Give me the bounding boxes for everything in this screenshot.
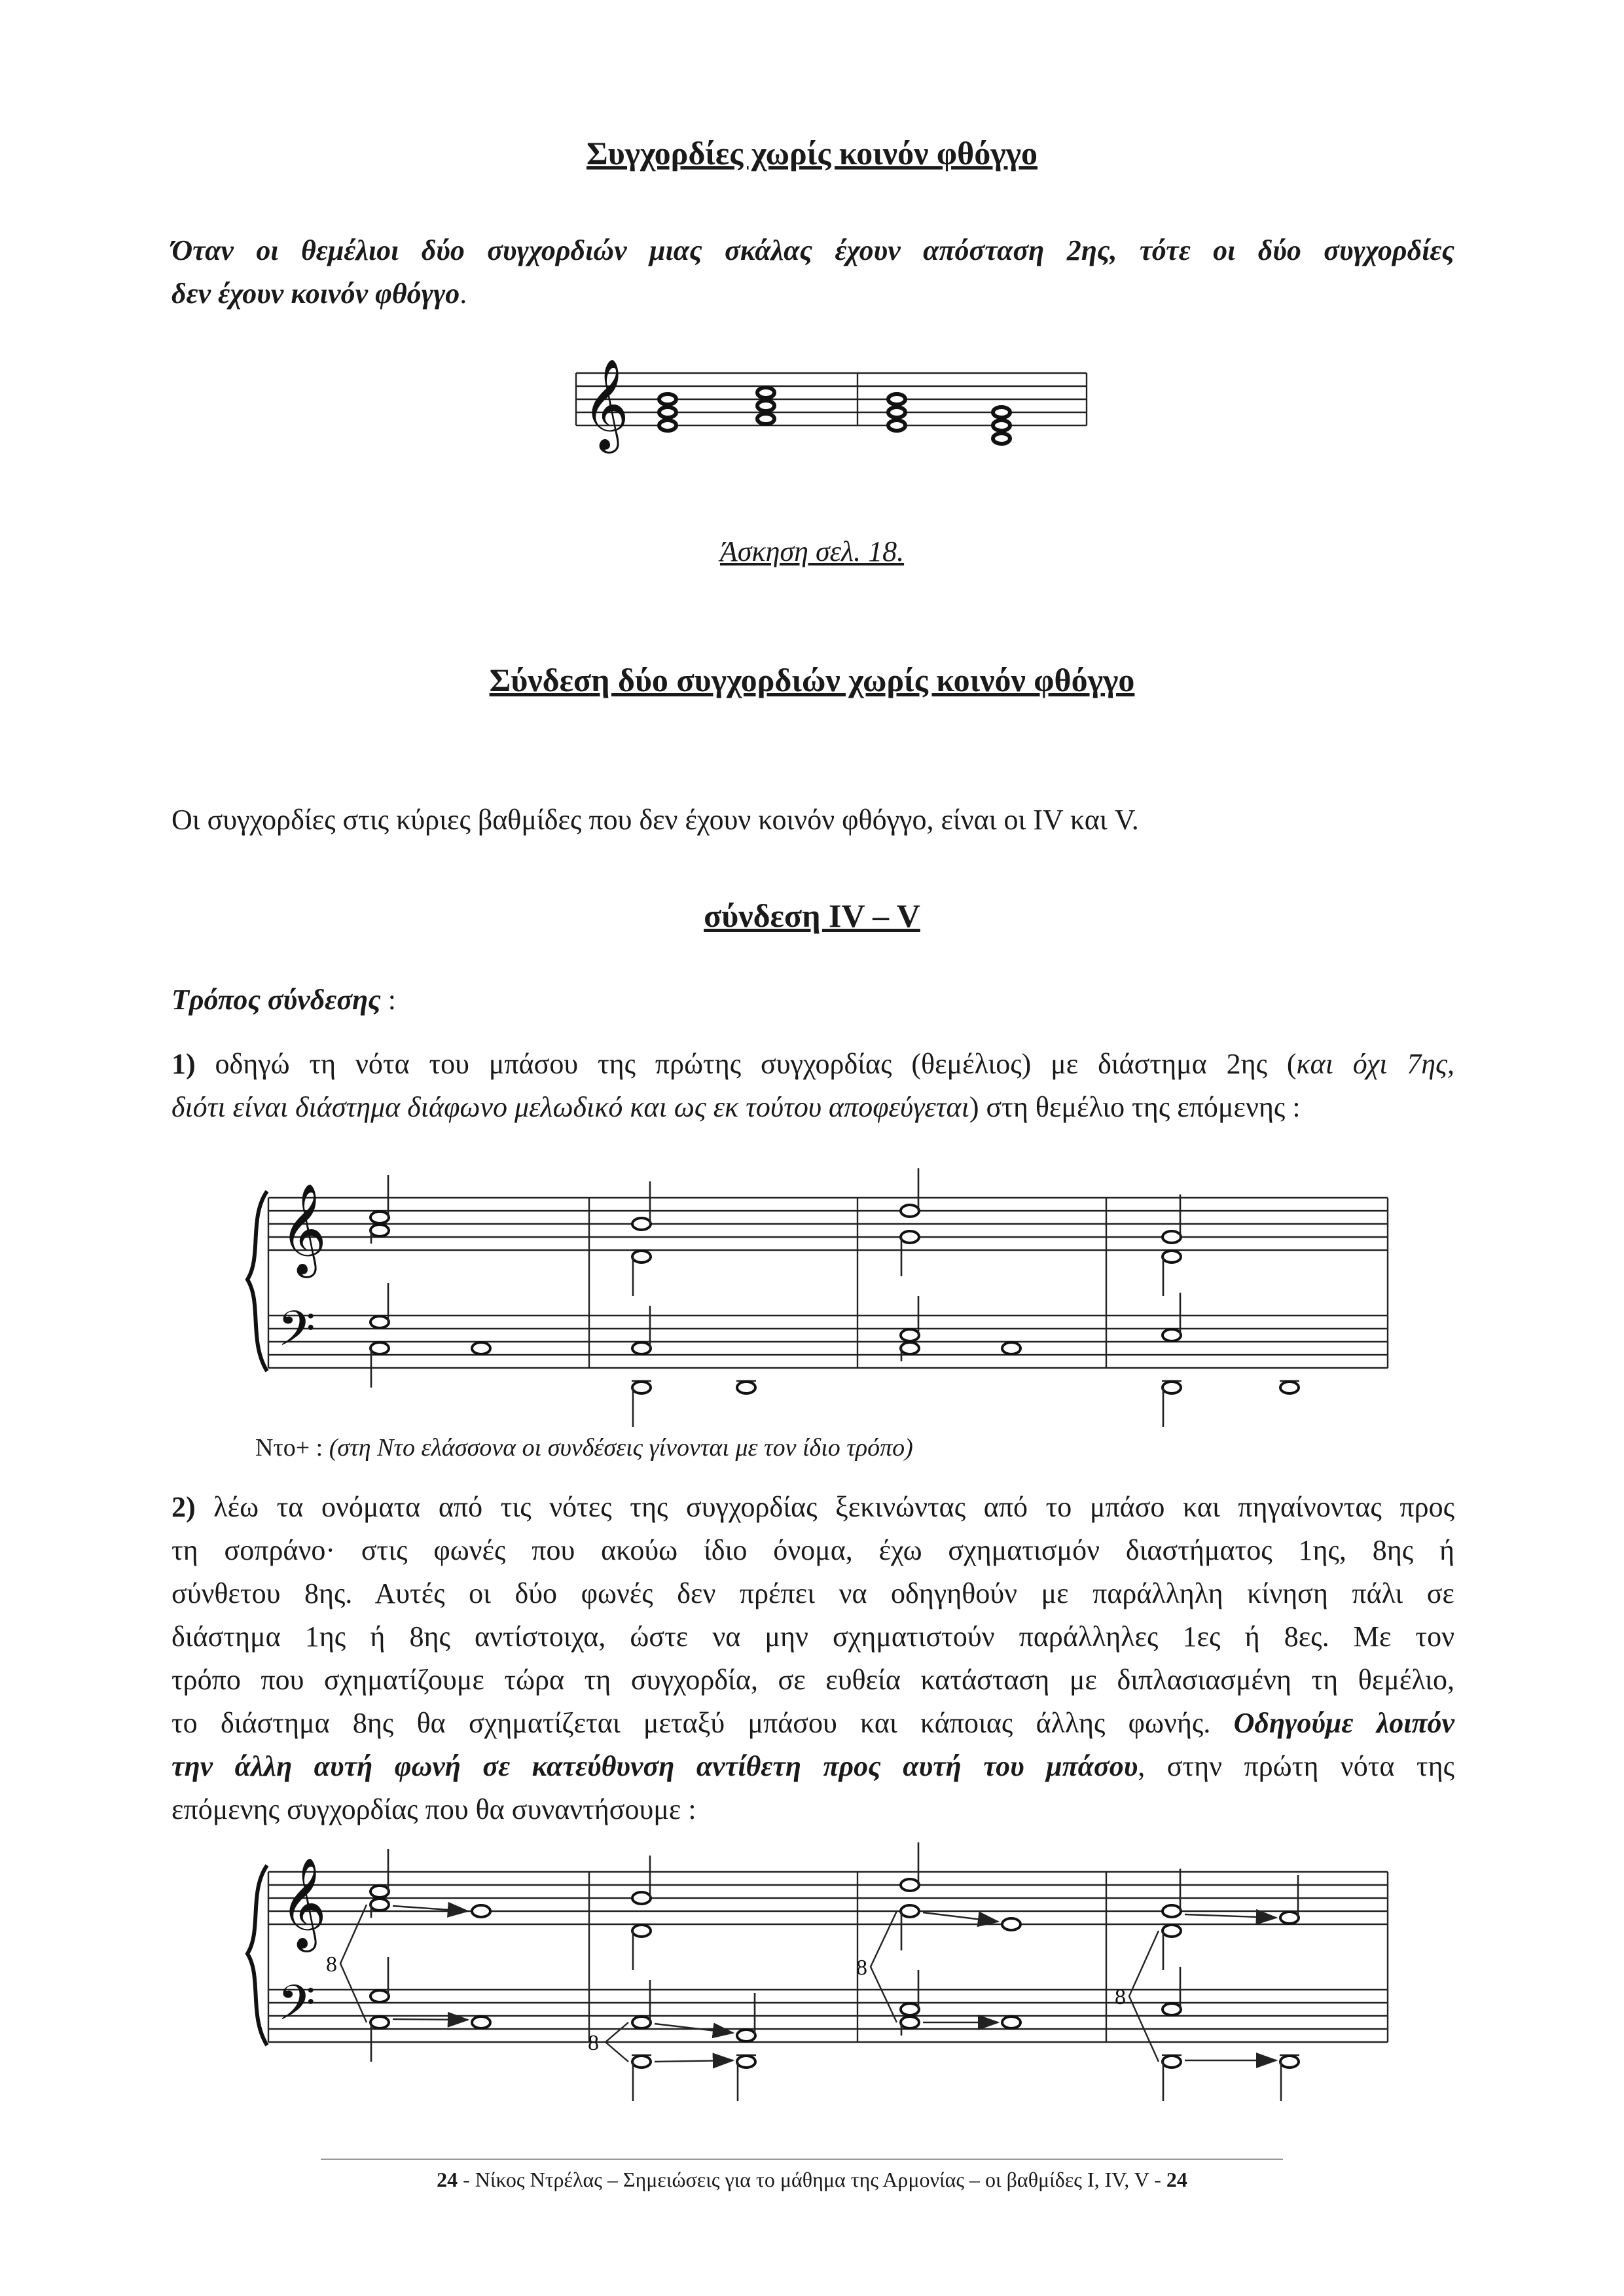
brace-icon — [247, 1865, 267, 2045]
rule2-line-6 — [171, 1702, 1454, 1745]
octave-mark: 8 — [588, 2031, 599, 2055]
intro-tail: . — [460, 278, 467, 310]
footer-text: - Νίκος Ντρέλας – Σημειώσεις για το μάθημα της Αρμονίας – οι βαθμίδες Ι, IV, V - — [458, 2168, 1166, 2191]
octave-mark: 8 — [326, 1952, 337, 1977]
page-number-right: 24 — [1166, 2168, 1187, 2191]
method-label: Τρόπος σύνδεσης — [171, 984, 381, 1016]
intro-line-2 — [171, 272, 1454, 315]
caption-key: Ντο+ : — [255, 1434, 329, 1462]
treble-clef-icon: 𝄞 — [280, 1857, 327, 1948]
rule2-number: 2) — [171, 1491, 196, 1523]
footer-divider — [321, 2159, 1283, 2160]
method-label-line — [171, 978, 396, 1022]
grand-staff-1 — [249, 1158, 1401, 1440]
method-colon: : — [380, 984, 397, 1016]
brace-icon — [247, 1191, 267, 1371]
rule2-line-7 — [171, 1745, 1454, 1788]
staff-triads — [576, 340, 1100, 458]
rule2-line-5: τρόπο που σχηματίζουμε τώρα τη συγχορδία, σε ευθεία κατάσταση με διπλασιασμένη τη θεμέλιο, — [171, 1664, 1454, 1696]
chord-1 — [659, 394, 676, 431]
rule1-text-italic: και όχι 7ης, — [1296, 1048, 1454, 1080]
rule2-text-6b: Οδηγούμε λοιπόν — [1233, 1707, 1454, 1739]
octave-mark: 8 — [1115, 1985, 1126, 2009]
grand-staff-2 — [249, 1833, 1401, 2127]
intro-bold: δεν έχουν κοινόν φθόγγο — [171, 278, 460, 310]
rule1-text-italic-2: διότι είναι διάστημα διάφωνο μελωδικό και ως εκ τούτου αποφεύγεται — [171, 1091, 969, 1123]
rule2-line-3: σύνθετου 8ης. Αυτές οι δύο φωνές δεν πρέπει να οδηγηθούν με παράλληλη κίνηση πάλι σε — [171, 1577, 1454, 1609]
chord-3 — [888, 394, 905, 431]
rule1-text-tail: ) στη θεμέλιο της επόμενης : — [969, 1091, 1301, 1123]
section2-title: Σύνδεση δύο συγχορδιών χωρίς κοινόν φθόγγο — [489, 662, 1135, 698]
rule1-line-1 — [171, 1043, 1454, 1086]
rule2-line-4: διάστημα 1ης ή 8ης αντίστοιχα, ώστε να μην σχηματιστούν παράλληλες 1ες ή 8ες. Με τον — [171, 1621, 1454, 1653]
rule2-text-7tail: , στην πρώτη νότα της — [1138, 1750, 1454, 1782]
intro-line-1: Όταν οι θεμέλιοι δύο συγχορδιών μιας σκάλας έχουν απόσταση 2ης, τότε οι δύο συγχορδίες — [171, 234, 1454, 266]
octave-mark: 8 — [856, 1956, 867, 1980]
subtitle-iv-v: σύνδεση IV – V — [704, 897, 920, 934]
rule2-text-6a: το διάστημα 8ης θα σχηματίζεται μεταξύ μπάσου και κάποιας άλλης φωνής. — [171, 1707, 1234, 1739]
chord-2 — [757, 387, 774, 424]
rule2-line-2: τη σοπράνο· στις φωνές που ακούω ίδιο όνομα, έχω σχηματισμόν διαστήματος 1ης, 8ης ή — [171, 1534, 1454, 1566]
caption-note: (στη Ντο ελάσσονα οι συνδέσεις γίνονται με τον ίδιο τρόπο) — [329, 1434, 913, 1462]
page-number-left: 24 — [437, 2168, 458, 2191]
chord-4 — [992, 407, 1011, 444]
rule2-text-1: λέω τα ονόματα από τις νότες της συγχορδίας ξεκινώντας από το μπάσο και πηγαίνοντας προς — [195, 1491, 1454, 1523]
section2-intro: Οι συγχορδίες στις κύριες βαθμίδες που δεν έχουν κοινόν φθόγγο, είναι οι IV και V. — [171, 804, 1139, 836]
rule1-text-a: οδηγώ τη νότα του μπάσου της πρώτης συγχορδίας (θεμέλιος) με διάστημα 2ης ( — [195, 1048, 1297, 1080]
treble-clef-icon: 𝄞 — [280, 1183, 327, 1274]
treble-clef-icon: 𝄞 — [583, 359, 629, 450]
section-title: Συγχορδίες χωρίς κοινόν φθόγγο — [586, 135, 1038, 171]
page-footer — [0, 2168, 1624, 2192]
bass-clef-icon: 𝄢 — [278, 1300, 316, 1369]
bass-clef-icon: 𝄢 — [278, 1975, 316, 2043]
rule2-text-7b: την άλλη αυτή φωνή σε κατεύθυνση αντίθετη προς αυτή του μπάσου — [171, 1750, 1138, 1782]
rule1-line-2 — [171, 1086, 1454, 1129]
rule1-number: 1) — [171, 1048, 196, 1080]
caption-line — [255, 1433, 913, 1462]
rule2-line-1 — [171, 1486, 1454, 1529]
rule2-line-8: επόμενης συγχορδίας που θα συναντήσουμε : — [171, 1793, 696, 1825]
exercise-reference: Άσκηση σελ. 18. — [719, 535, 905, 567]
